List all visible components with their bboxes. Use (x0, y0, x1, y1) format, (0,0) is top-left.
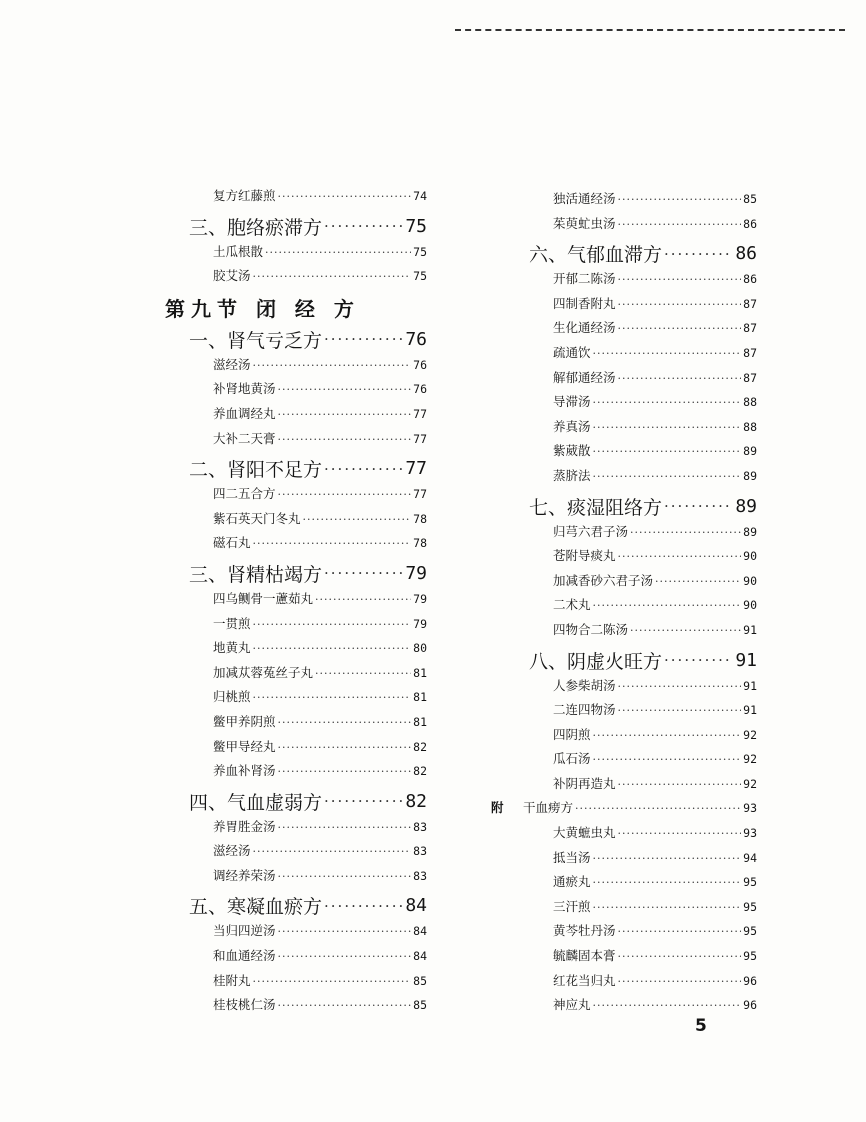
leader-dots (618, 273, 742, 286)
toc-entry-page: 90 (743, 549, 757, 564)
toc-entry-title: 四制香附丸 (553, 295, 616, 311)
toc-entry (165, 841, 427, 866)
leader-dots (253, 618, 412, 631)
toc-subheading (505, 238, 757, 269)
toc-entry-title: 四阴煎 (553, 726, 591, 742)
leader-dots (278, 999, 412, 1012)
leader-dots (664, 245, 733, 263)
leader-dots (618, 372, 742, 385)
toc-entry-page: 81 (413, 665, 427, 680)
toc-entry (505, 595, 757, 620)
leader-dots (593, 729, 742, 742)
toc-entry (505, 749, 757, 774)
leader-dots (618, 550, 742, 563)
toc-entry-page: 95 (743, 924, 757, 939)
toc-entry-page: 88 (743, 419, 757, 434)
toc-entry (505, 620, 757, 645)
toc-entry-title: 四乌鲗骨一藘茹丸 (213, 590, 314, 606)
toc-entry-title: 抵当汤 (553, 849, 591, 865)
toc-entry-title: 胶艾汤 (213, 268, 251, 284)
toc-entry-page: 78 (413, 536, 427, 551)
leader-dots (618, 925, 742, 938)
leader-dots (253, 270, 412, 283)
toc-entry-page: 91 (735, 649, 757, 671)
toc-entry (165, 404, 427, 429)
toc-entry-page: 79 (405, 562, 427, 584)
toc-entry-title: 紫石英天门冬丸 (213, 510, 301, 526)
toc-entry (505, 189, 757, 214)
leader-dots (655, 575, 741, 588)
toc-entry (165, 663, 427, 688)
toc-entry-page: 89 (743, 468, 757, 483)
toc-subheading (505, 645, 757, 676)
toc-entry-page: 77 (405, 458, 427, 480)
toc-entry-page: 91 (743, 678, 757, 693)
toc-entry-page: 85 (413, 973, 427, 988)
leader-dots (324, 897, 403, 915)
toc-entry-page: 93 (743, 801, 757, 816)
leader-dots (630, 526, 741, 539)
leader-dots (324, 564, 403, 582)
top-dashed-rule (455, 29, 845, 31)
leader-dots (593, 901, 742, 914)
toc-entry-page: 83 (413, 819, 427, 834)
toc-entry (505, 466, 757, 491)
toc-entry-title: 紫葳散 (553, 443, 591, 459)
leader-dots (593, 421, 742, 434)
toc-entry-page: 76 (413, 382, 427, 397)
leader-dots (278, 925, 412, 938)
toc-entry-page: 76 (405, 328, 427, 350)
toc-entry-page: 77 (413, 487, 427, 502)
toc-subheading (505, 491, 757, 522)
toc-entry (505, 571, 757, 596)
toc-entry (505, 294, 757, 319)
toc-left-column (165, 186, 427, 1020)
leader-dots (593, 396, 742, 409)
toc-entry-title: 滋经汤 (213, 356, 251, 372)
toc-entry-page: 82 (413, 764, 427, 779)
toc-entry-page: 92 (743, 776, 757, 791)
toc-entry-page: 86 (735, 243, 757, 265)
toc-entry-title: 补阴再造丸 (553, 775, 616, 791)
toc-entry (491, 798, 757, 823)
leader-dots (278, 408, 412, 421)
toc-entry-title: 红花当归丸 (553, 972, 616, 988)
toc-entry-page: 77 (413, 406, 427, 421)
toc-entry-page: 96 (743, 973, 757, 988)
toc-entry (505, 417, 757, 442)
leader-dots (253, 845, 412, 858)
toc-entry (165, 589, 427, 614)
toc-entry-page: 81 (413, 690, 427, 705)
leader-dots (278, 433, 412, 446)
toc-entry-title: 二、肾阳不足方 (189, 459, 323, 482)
toc-entry-title: 毓麟固本膏 (553, 948, 616, 964)
toc-entry-title: 六、气郁血滞方 (529, 244, 663, 267)
leader-dots (630, 624, 741, 637)
leader-dots (593, 999, 742, 1012)
toc-entry-title: 苍附导痰丸 (553, 548, 616, 564)
toc-entry-title: 五、寒凝血瘀方 (189, 896, 323, 919)
leader-dots (618, 193, 742, 206)
toc-entry (505, 343, 757, 368)
toc-entry (505, 269, 757, 294)
toc-entry-title: 干血痨方 (523, 800, 574, 816)
leader-dots (324, 460, 403, 478)
leader-dots (278, 821, 412, 834)
leader-dots (593, 876, 742, 889)
leader-dots (618, 218, 742, 231)
leader-dots (278, 870, 412, 883)
toc-entry-page: 84 (413, 949, 427, 964)
toc-entry-page: 90 (743, 598, 757, 613)
toc-entry-page: 86 (743, 216, 757, 231)
leader-dots (593, 852, 742, 865)
toc-entry (165, 533, 427, 558)
toc-entry-page: 95 (743, 875, 757, 890)
toc-entry-page: 91 (743, 703, 757, 718)
leader-dots (593, 599, 742, 612)
toc-entry-page: 87 (743, 370, 757, 385)
leader-dots (278, 716, 412, 729)
leader-dots (265, 246, 411, 259)
toc-entry (505, 214, 757, 239)
toc-entry (505, 725, 757, 750)
toc-entry-title: 二连四物汤 (553, 702, 616, 718)
leader-dots (618, 322, 742, 335)
toc-subheading (165, 324, 427, 355)
toc-entry-title: 大补二天膏 (213, 430, 276, 446)
toc-entry (165, 484, 427, 509)
toc-entry-page: 89 (735, 495, 757, 517)
leader-dots (575, 802, 741, 815)
toc-entry-title: 复方红藤煎 (213, 188, 276, 203)
toc-entry-page: 79 (413, 591, 427, 606)
leader-dots (253, 691, 412, 704)
toc-entry-title: 神应丸 (553, 997, 591, 1013)
toc-entry-title: 三、胞络瘀滞方 (189, 216, 323, 239)
toc-entry-title: 鳖甲养阴煎 (213, 713, 276, 729)
toc-entry (505, 971, 757, 996)
toc-subheading (165, 890, 427, 921)
leader-dots (618, 298, 742, 311)
toc-entry (165, 379, 427, 404)
toc-entry-title: 补肾地黄汤 (213, 381, 276, 397)
toc-entry-title: 蒸脐法 (553, 467, 591, 483)
toc-entry-title: 人参柴胡汤 (553, 677, 616, 693)
toc-entry (505, 897, 757, 922)
toc-entry-title: 黄芩牡丹汤 (553, 923, 616, 939)
toc-entry-title: 生化通经汤 (553, 320, 616, 336)
toc-entry-title: 独活通经汤 (553, 191, 616, 206)
toc-entry (165, 712, 427, 737)
leader-dots (618, 950, 742, 963)
toc-entry (505, 946, 757, 971)
leader-dots (253, 975, 412, 988)
toc-entry-page: 85 (743, 192, 757, 206)
toc-entry-page: 78 (413, 511, 427, 526)
leader-dots (593, 470, 742, 483)
leader-dots (278, 383, 412, 396)
toc-entry-title: 通瘀丸 (553, 874, 591, 890)
toc-entry (505, 848, 757, 873)
toc-section-heading (165, 291, 427, 324)
toc-entry-page: 90 (743, 573, 757, 588)
toc-entry-title: 桂附丸 (213, 972, 251, 988)
toc-entry (165, 242, 427, 267)
leader-dots (618, 680, 742, 693)
toc-entry-title: 三汗煎 (553, 898, 591, 914)
toc-entry-title: 当归四逆汤 (213, 923, 276, 939)
toc-entry-title: 茱萸虻虫汤 (553, 215, 616, 231)
leader-dots (253, 537, 412, 550)
leader-dots (664, 651, 733, 669)
toc-entry-title: 养真汤 (553, 418, 591, 434)
toc-entry-title: 四二五合方 (213, 486, 276, 502)
toc-entry-page: 92 (743, 727, 757, 742)
toc-entry-page: 93 (743, 826, 757, 841)
appendix-mark: 附 (491, 800, 504, 816)
toc-entry-title: 调经养荣汤 (213, 867, 276, 883)
toc-entry-title: 八、阴虚火旺方 (529, 650, 663, 673)
toc-entry-page: 96 (743, 998, 757, 1013)
toc-entry-title: 鳖甲导经丸 (213, 738, 276, 754)
toc-entry-page: 74 (413, 189, 427, 203)
toc-entry-page: 95 (743, 949, 757, 964)
toc-entry-title: 第九节 闭 经 方 (165, 296, 360, 321)
toc-entry-page: 95 (743, 899, 757, 914)
toc-entry-title: 大黄蟅虫丸 (553, 825, 616, 841)
toc-entry (165, 614, 427, 639)
leader-dots (253, 359, 412, 372)
leader-dots (324, 217, 403, 235)
toc-subheading (165, 558, 427, 589)
toc-entry-page: 80 (413, 641, 427, 656)
toc-entry (505, 441, 757, 466)
toc-entry-title: 加减苁蓉菟丝子丸 (213, 664, 314, 680)
leader-dots (593, 347, 742, 360)
toc-entry-title: 滋经汤 (213, 843, 251, 859)
toc-entry-title: 加减香砂六君子汤 (553, 572, 654, 588)
leader-dots (324, 330, 403, 348)
toc-entry-page: 82 (405, 790, 427, 812)
leader-dots (618, 778, 742, 791)
toc-entry-page: 87 (743, 345, 757, 360)
toc-entry-title: 四物合二陈汤 (553, 621, 629, 637)
leader-dots (278, 488, 412, 501)
toc-entry-page: 75 (405, 215, 427, 237)
toc-entry-page: 92 (743, 752, 757, 767)
leader-dots (278, 190, 412, 203)
toc-entry-page: 87 (743, 296, 757, 311)
toc-entry (165, 737, 427, 762)
toc-entry (165, 817, 427, 842)
toc-entry-page: 86 (743, 272, 757, 287)
toc-entry (165, 687, 427, 712)
toc-entry (505, 522, 757, 547)
toc-entry (165, 761, 427, 786)
toc-entry-page: 84 (413, 924, 427, 939)
leader-dots (324, 792, 403, 810)
toc-entry-title: 养血补肾汤 (213, 763, 276, 779)
toc-entry-page: 75 (413, 269, 427, 284)
toc-entry-title: 养胃胜金汤 (213, 818, 276, 834)
toc-entry (505, 872, 757, 897)
toc-entry-title: 七、痰湿阻络方 (529, 496, 663, 519)
leader-dots (593, 753, 742, 766)
leader-dots (278, 765, 412, 778)
leader-dots (618, 827, 742, 840)
toc-entry (165, 971, 427, 996)
toc-entry-title: 二术丸 (553, 597, 591, 613)
toc-entry-title: 地黄丸 (213, 640, 251, 656)
leader-dots (618, 975, 742, 988)
toc-entry (165, 355, 427, 380)
toc-entry (165, 638, 427, 663)
toc-entry (505, 921, 757, 946)
toc-entry-title: 养血调经丸 (213, 405, 276, 421)
toc-entry-title: 解郁通经汤 (553, 369, 616, 385)
toc-entry (165, 995, 427, 1020)
toc-entry (165, 946, 427, 971)
leader-dots (278, 741, 412, 754)
toc-entry-page: 84 (405, 895, 427, 917)
toc-entry (505, 392, 757, 417)
toc-entry-page: 77 (413, 431, 427, 446)
toc-entry-title: 三、肾精枯竭方 (189, 563, 323, 586)
toc-entry (505, 774, 757, 799)
toc-entry-title: 四、气血虚弱方 (189, 791, 323, 814)
leader-dots (278, 950, 412, 963)
toc-entry-title: 一贯煎 (213, 615, 251, 631)
toc-entry (165, 866, 427, 891)
toc-right-column (491, 189, 757, 1020)
toc-entry (505, 995, 757, 1020)
toc-entry-title: 归桃煎 (213, 689, 251, 705)
toc-entry-page: 76 (413, 357, 427, 372)
leader-dots (618, 704, 742, 717)
toc-entry-page: 81 (413, 714, 427, 729)
toc-entry-page: 85 (413, 998, 427, 1013)
toc-entry-page: 91 (743, 622, 757, 637)
toc-entry (505, 700, 757, 725)
toc-entry-title: 归芎六君子汤 (553, 523, 629, 539)
toc-entry-title: 开郁二陈汤 (553, 271, 616, 287)
toc-entry-page: 88 (743, 395, 757, 410)
toc-entry-page: 82 (413, 739, 427, 754)
toc-entry (505, 823, 757, 848)
toc-entry (165, 266, 427, 291)
toc-entry (505, 676, 757, 701)
toc-entry-page: 94 (743, 850, 757, 865)
toc-entry-page: 89 (743, 444, 757, 459)
toc-entry-page: 87 (743, 321, 757, 336)
leader-dots (303, 513, 412, 526)
leader-dots (253, 642, 412, 655)
toc-entry (165, 429, 427, 454)
leader-dots (593, 445, 742, 458)
toc-entry-title: 疏通饮 (553, 344, 591, 360)
toc-entry-page: 75 (413, 244, 427, 259)
toc-entry-title: 导滞汤 (553, 394, 591, 410)
toc-entry-title: 磁石丸 (213, 535, 251, 551)
toc-subheading (165, 211, 427, 242)
toc-entry-page: 89 (743, 524, 757, 539)
toc-entry-page: 79 (413, 616, 427, 631)
toc-entry-page: 83 (413, 868, 427, 883)
toc-entry-title: 和血通经汤 (213, 948, 276, 964)
leader-dots (315, 667, 411, 680)
toc-entry (505, 546, 757, 571)
page-number: 5 (695, 1016, 707, 1036)
toc-entry (165, 509, 427, 534)
toc-entry-title: 一、肾气亏乏方 (189, 329, 323, 352)
toc-entry (165, 921, 427, 946)
toc-entry-title: 土瓜根散 (213, 243, 264, 259)
toc-entry-title: 桂枝桃仁汤 (213, 997, 276, 1013)
toc-entry (505, 368, 757, 393)
leader-dots (315, 593, 411, 606)
toc-subheading (165, 786, 427, 817)
leader-dots (664, 497, 733, 515)
toc-entry-title: 瓜石汤 (553, 751, 591, 767)
toc-entry-page: 83 (413, 844, 427, 859)
toc-subheading (165, 453, 427, 484)
toc-entry (165, 186, 427, 211)
toc-entry (505, 318, 757, 343)
